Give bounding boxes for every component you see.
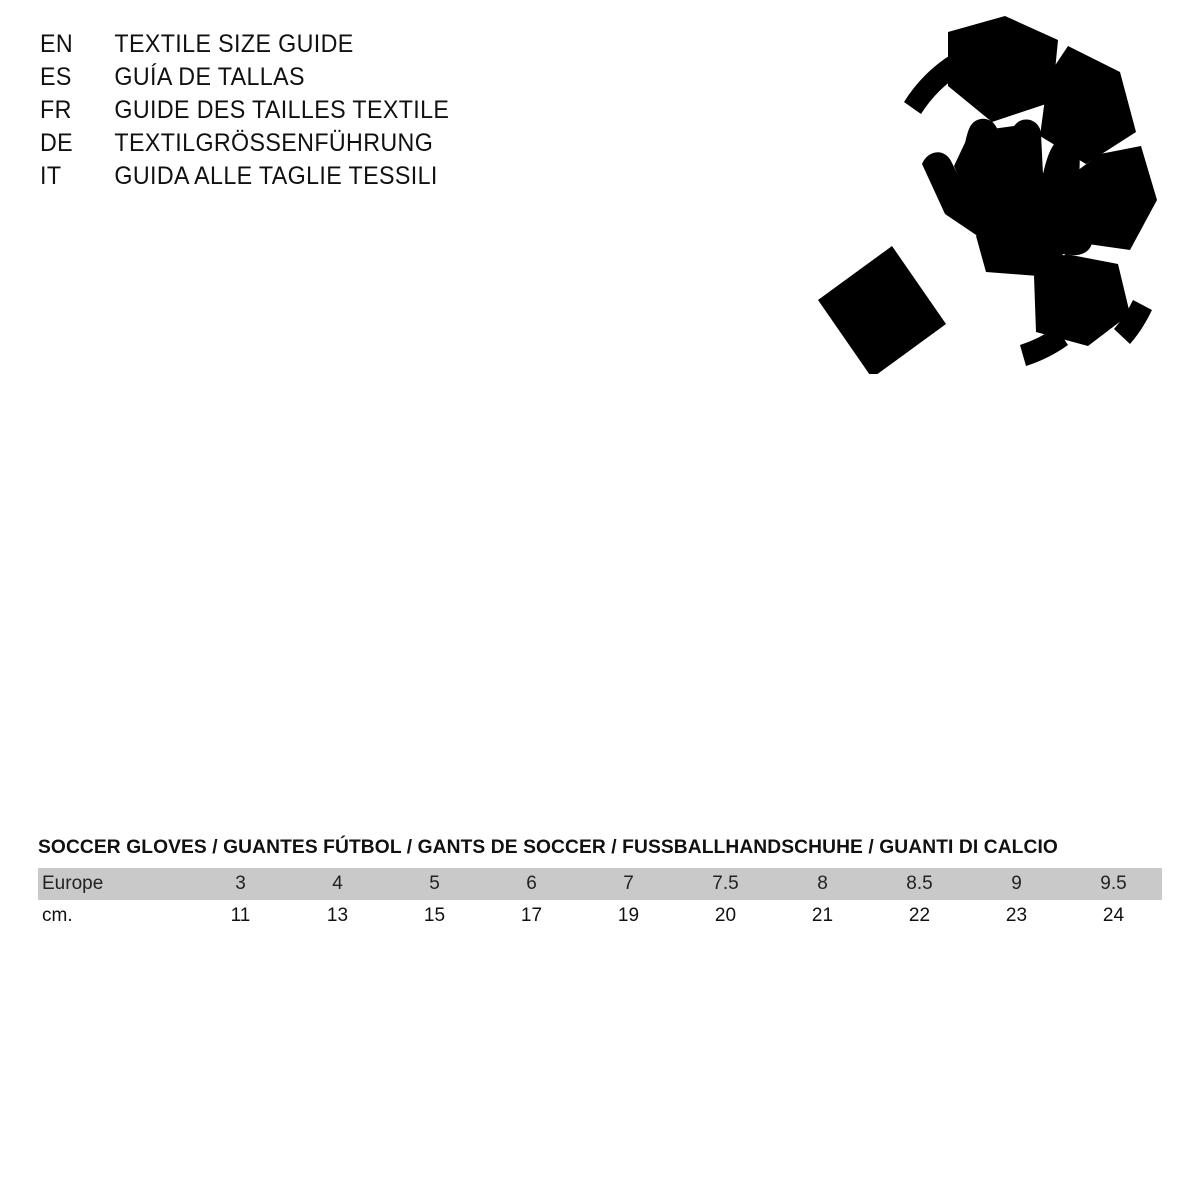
table-cell: 21 — [811, 905, 834, 926]
table-cell: 7.5 — [712, 873, 739, 894]
size-table-title: SOCCER GLOVES / GUANTES FÚTBOL / GANTS DE SOCCER / FUSSBALLHANDSCHUHE / GUANTI DI CALCIO — [38, 836, 1058, 858]
legend-row — [40, 129, 598, 162]
table-cell: 9 — [1011, 873, 1022, 894]
table-row-header: Europe — [42, 873, 104, 894]
table-row-header: cm. — [42, 905, 73, 926]
size-table-block — [38, 836, 1162, 932]
legend-language-label: GUIDA ALLE TAGLIE TESSILI — [114, 162, 438, 190]
language-legend — [40, 30, 640, 195]
table-cell: 23 — [1005, 905, 1028, 926]
soccer-ball-glove-icon — [800, 14, 1170, 374]
legend-language-label: TEXTILE SIZE GUIDE — [114, 30, 354, 58]
legend-language-code: ES — [40, 63, 72, 91]
table-cell: 6 — [526, 873, 537, 894]
table-row — [38, 900, 1162, 932]
legend-language-label: GUÍA DE TALLAS — [114, 63, 305, 91]
legend-language-code: FR — [40, 96, 72, 124]
legend-row — [40, 96, 598, 129]
table-cell: 20 — [714, 905, 737, 926]
table-cell: 8.5 — [906, 873, 933, 894]
table-cell: 5 — [429, 873, 440, 894]
table-row — [38, 868, 1162, 900]
table-cell: 19 — [617, 905, 640, 926]
table-cell: 22 — [908, 905, 931, 926]
legend-language-code: IT — [40, 162, 62, 190]
size-table — [38, 868, 1162, 932]
legend-language-code: DE — [40, 129, 74, 157]
legend-language-code: EN — [40, 30, 74, 58]
table-cell: 9.5 — [1100, 873, 1127, 894]
legend-row — [40, 30, 598, 63]
legend-language-label: GUIDE DES TAILLES TEXTILE — [114, 96, 450, 124]
legend-language-label: TEXTILGRÖSSENFÜHRUNG — [114, 129, 434, 157]
table-cell: 7 — [623, 873, 634, 894]
table-cell: 11 — [230, 905, 251, 926]
legend-row — [40, 63, 598, 96]
legend-row — [40, 162, 598, 195]
table-cell: 3 — [235, 873, 246, 894]
table-cell: 17 — [520, 905, 543, 926]
table-cell: 4 — [332, 873, 343, 894]
table-cell: 15 — [423, 905, 446, 926]
table-cell: 13 — [326, 905, 349, 926]
table-cell: 24 — [1102, 905, 1125, 926]
table-cell: 8 — [817, 873, 828, 894]
